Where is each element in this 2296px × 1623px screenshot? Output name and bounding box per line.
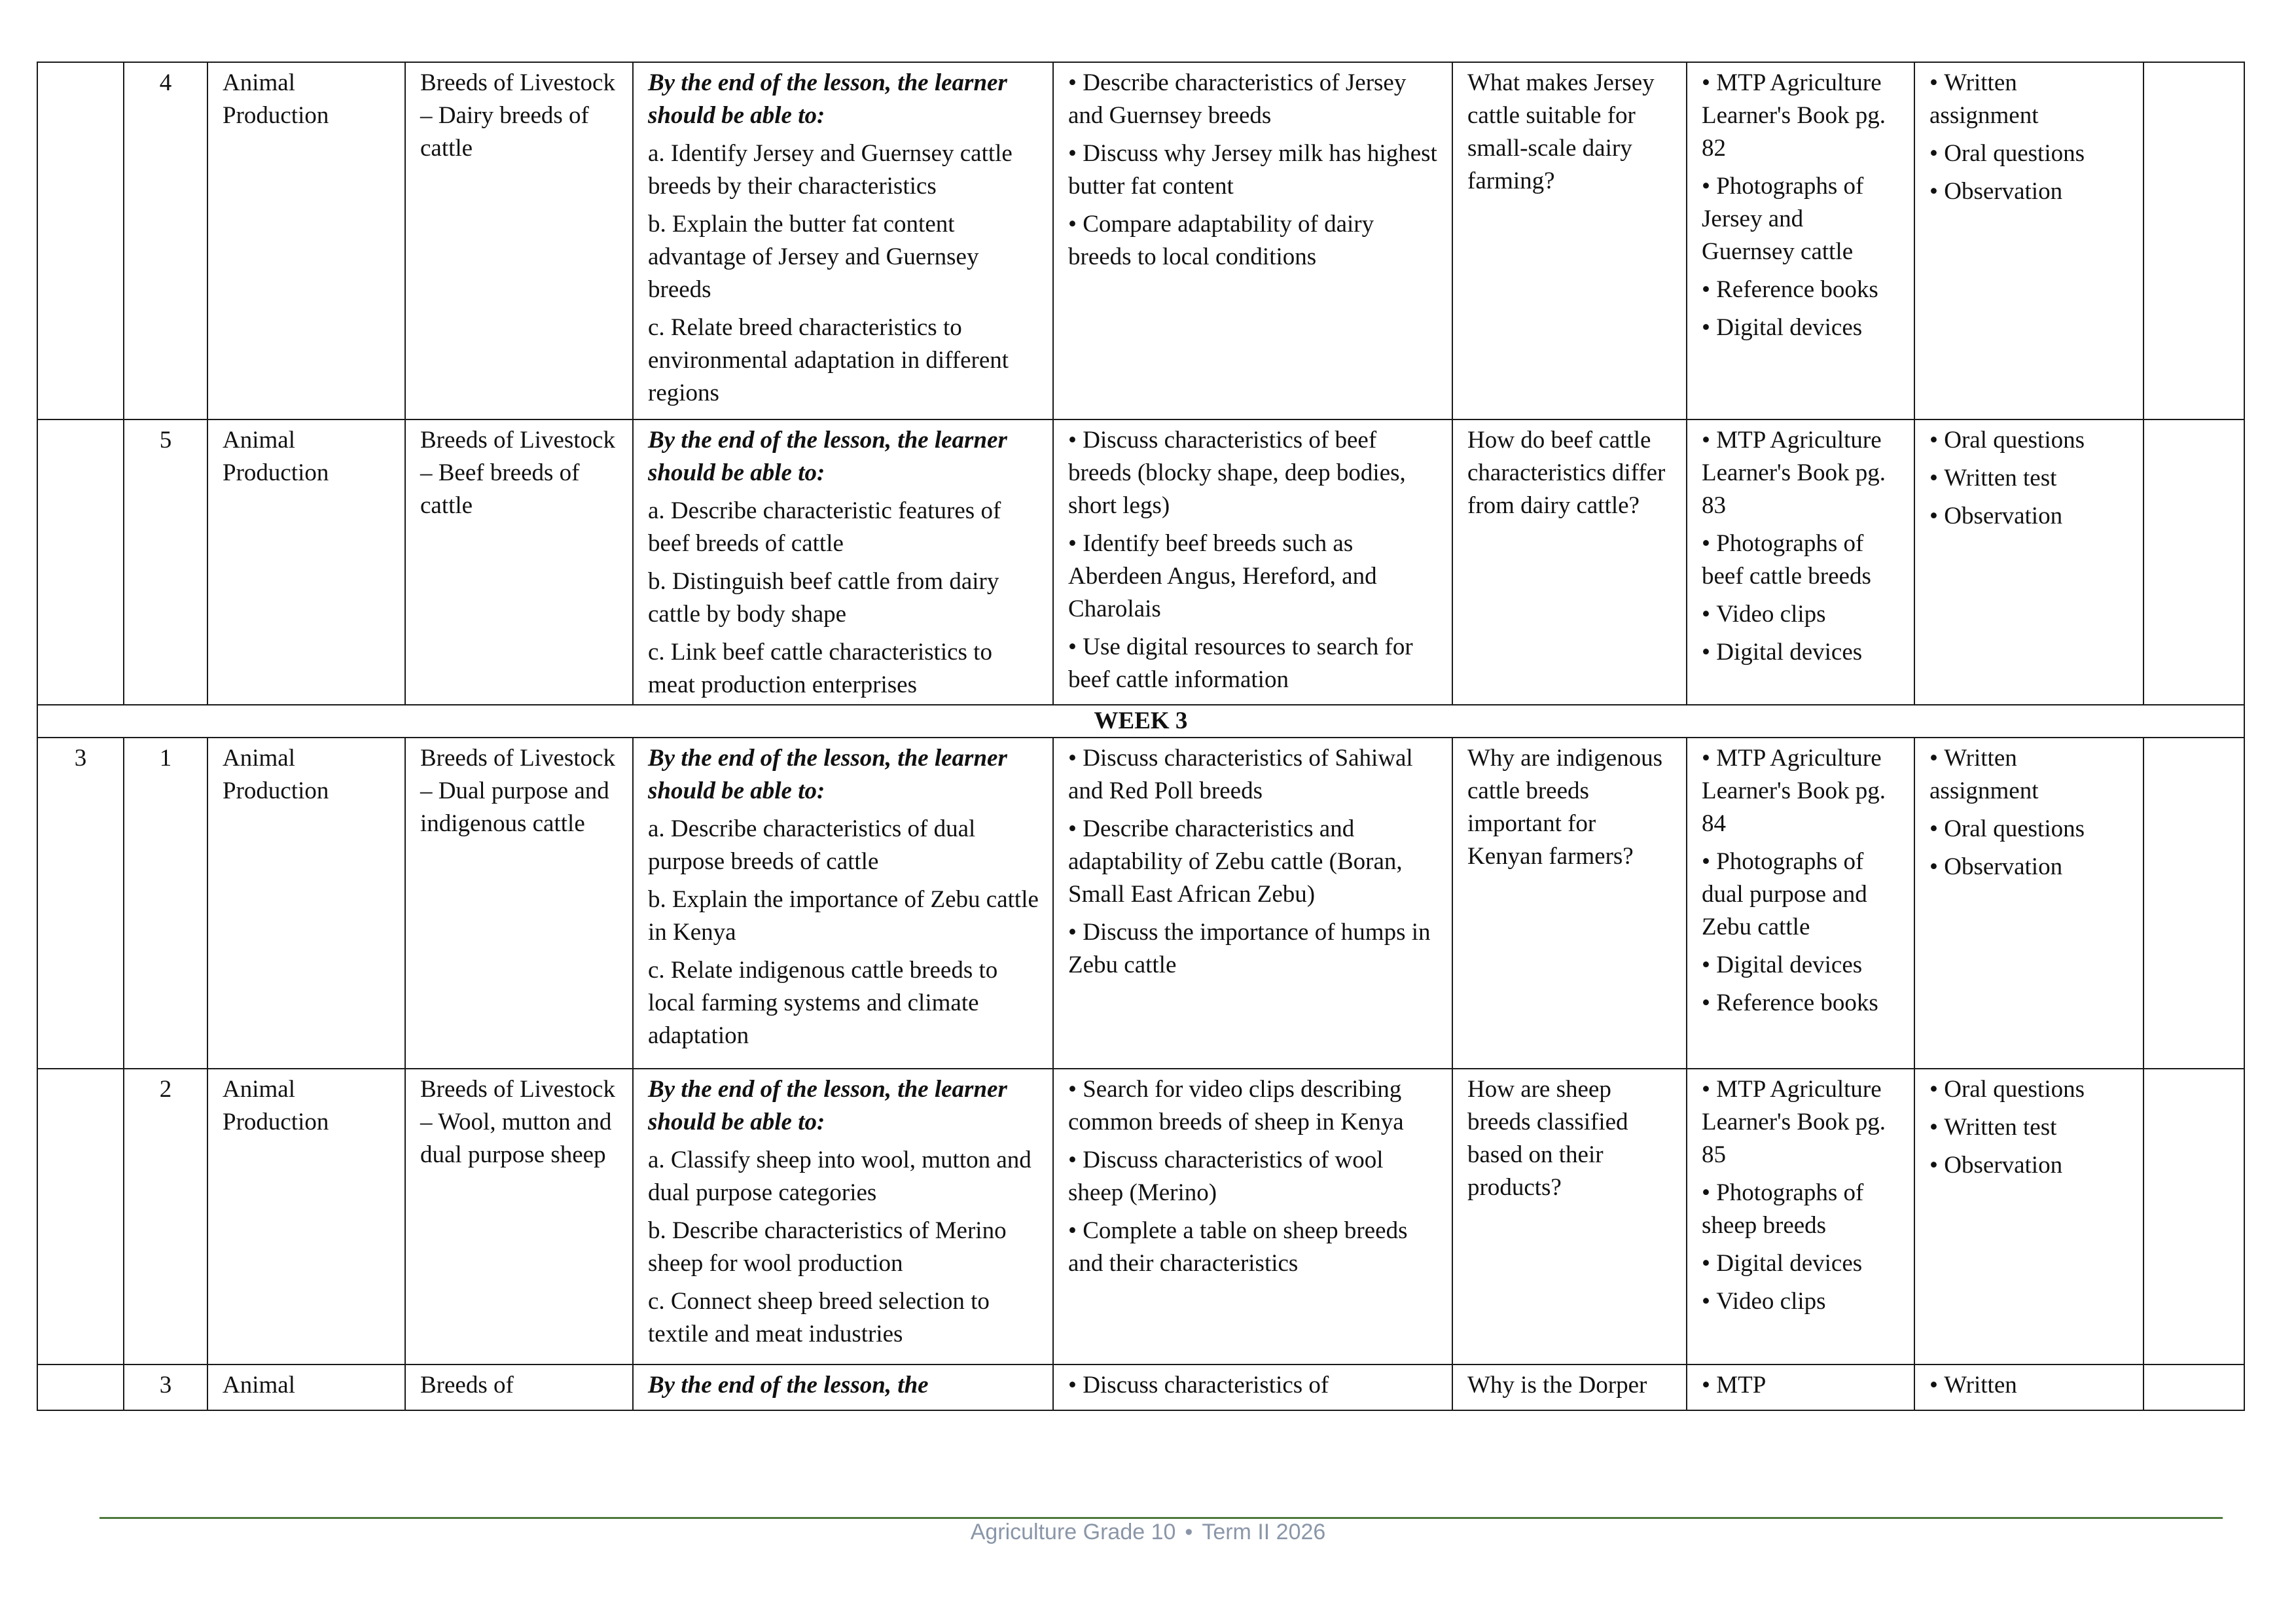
resource-item: • MTP Agriculture Learner's Book pg. 82: [1702, 67, 1901, 165]
objective-item: c. Relate breed characteristics to environmental adaptation in different regions: [648, 314, 1009, 406]
page-footer: [0, 1520, 2296, 1545]
resource-item: • MTP Agriculture Learner's Book pg. 85: [1702, 1073, 1901, 1171]
experience-item: • Complete a table on sheep breeds and their characteristics: [1068, 1215, 1439, 1280]
cell-week: [37, 1069, 124, 1364]
cell-learning-experiences: [1053, 1069, 1452, 1364]
assessment-item: • Observation: [1929, 175, 2130, 208]
resource-item: • Video clips: [1702, 1285, 1901, 1318]
cell-strand: [207, 419, 405, 705]
cell-remarks: [2144, 1364, 2244, 1410]
cell-key-inquiry: [1452, 1364, 1687, 1410]
assessment-item: • Observation: [1929, 500, 2130, 533]
footer-separator: •: [1185, 1520, 1193, 1544]
table-row: [37, 1069, 2244, 1364]
sub-strand-text: Breeds of: [420, 1372, 514, 1399]
objective-item: a. Classify sheep into wool, mutton and dual purpose categories: [648, 1147, 1031, 1206]
sub-strand-text: Breeds of Livestock – Dairy breeds of cattle: [420, 69, 615, 162]
cell-week: [37, 62, 124, 419]
cell-key-inquiry: [1452, 62, 1687, 419]
cell-resources: [1687, 738, 1914, 1069]
cell-lesson: [124, 1069, 207, 1364]
objectives-intro: By the end of the lesson, the learner should be able to:: [648, 745, 1007, 804]
cell-learning-experiences: [1053, 419, 1452, 705]
objectives-intro: By the end of the lesson, the: [648, 1372, 929, 1399]
cell-sub-strand: [405, 738, 633, 1069]
table-body: [37, 62, 2244, 1410]
cell-learning-experiences: [1053, 1364, 1452, 1410]
cell-assessment: [1914, 1364, 2144, 1410]
lesson-number: 5: [159, 427, 172, 454]
assessment-item: • Written test: [1929, 1111, 2130, 1144]
sub-strand-text: Breeds of Livestock – Dual purpose and indigenous cattle: [420, 745, 615, 837]
objective-item: b. Describe characteristics of Merino sheep for wool production: [648, 1217, 1007, 1277]
cell-assessment: [1914, 62, 2144, 419]
experience-item: • Discuss characteristics of: [1068, 1369, 1439, 1402]
objective-item: a. Describe characteristic features of beef breeds of cattle: [648, 497, 1001, 557]
strand-text: Animal Production: [223, 427, 329, 486]
sub-strand-text: Breeds of Livestock – Wool, mutton and dual purpose sheep: [420, 1076, 615, 1168]
objective-item: b. Explain the butter fat content advantage of Jersey and Guernsey breeds: [648, 211, 979, 303]
assessment-item: • Observation: [1929, 1149, 2130, 1182]
resource-item: • MTP: [1702, 1369, 1901, 1402]
cell-objectives: [633, 62, 1053, 419]
resource-item: • Video clips: [1702, 598, 1901, 631]
experience-item: • Discuss why Jersey milk has highest butter fat content: [1068, 137, 1439, 203]
cell-resources: [1687, 62, 1914, 419]
cell-strand: [207, 1069, 405, 1364]
assessment-item: • Written assignment: [1929, 67, 2130, 132]
objective-item: c. Link beef cattle characteristics to meat production enterprises: [648, 639, 992, 698]
resource-item: • Reference books: [1702, 987, 1901, 1020]
strand-text: Animal Production: [223, 69, 329, 129]
resource-item: • MTP Agriculture Learner's Book pg. 84: [1702, 742, 1901, 840]
cell-week: [37, 738, 124, 1069]
objective-item: b. Explain the importance of Zebu cattle in Kenya: [648, 886, 1039, 946]
resource-item: • Digital devices: [1702, 312, 1901, 344]
table-row: [37, 738, 2244, 1069]
resource-item: • Photographs of sheep breeds: [1702, 1177, 1901, 1242]
cell-assessment: [1914, 738, 2144, 1069]
experience-item: • Compare adaptability of dairy breeds to local conditions: [1068, 208, 1439, 274]
strand-text: Animal Production: [223, 745, 329, 804]
cell-objectives: [633, 1069, 1053, 1364]
week-number: 3: [74, 745, 87, 772]
table-row: [37, 62, 2244, 419]
objective-item: a. Describe characteristics of dual purpose breeds of cattle: [648, 815, 976, 875]
cell-lesson: [124, 1364, 207, 1410]
assessment-item: • Written assignment: [1929, 742, 2130, 808]
table-row: [37, 419, 2244, 705]
cell-week: [37, 1364, 124, 1410]
sub-strand-text: Breeds of Livestock – Beef breeds of cattle: [420, 427, 615, 519]
cell-key-inquiry: [1452, 738, 1687, 1069]
cell-resources: [1687, 1069, 1914, 1364]
inquiry-question: How are sheep breeds classified based on their products?: [1467, 1076, 1628, 1201]
cell-sub-strand: [405, 1364, 633, 1410]
cell-remarks: [2144, 419, 2244, 705]
cell-learning-experiences: [1053, 62, 1452, 419]
cell-lesson: [124, 62, 207, 419]
objectives-intro: By the end of the lesson, the learner should be able to:: [648, 1076, 1007, 1135]
cell-objectives: [633, 1364, 1053, 1410]
strand-text: Animal: [223, 1372, 295, 1399]
cell-resources: [1687, 419, 1914, 705]
cell-learning-experiences: [1053, 738, 1452, 1069]
experience-item: • Search for video clips describing common breeds of sheep in Kenya: [1068, 1073, 1439, 1139]
footer-divider: [99, 1517, 2223, 1519]
cell-strand: [207, 738, 405, 1069]
cell-strand: [207, 1364, 405, 1410]
assessment-item: • Oral questions: [1929, 1073, 2130, 1106]
assessment-item: • Written: [1929, 1369, 2130, 1402]
inquiry-question: What makes Jersey cattle suitable for small-scale dairy farming?: [1467, 69, 1655, 194]
inquiry-question: Why are indigenous cattle breeds important for Kenyan farmers?: [1467, 745, 1662, 870]
experience-item: • Use digital resources to search for beef cattle information: [1068, 631, 1439, 696]
objective-item: a. Identify Jersey and Guernsey cattle breeds by their characteristics: [648, 140, 1013, 200]
objective-item: b. Distinguish beef cattle from dairy cattle by body shape: [648, 568, 999, 628]
objectives-intro: By the end of the lesson, the learner should be able to:: [648, 69, 1007, 129]
experience-item: • Discuss the importance of humps in Zebu cattle: [1068, 916, 1439, 982]
scheme-of-work-table: [37, 62, 2245, 1411]
resource-item: • Photographs of Jersey and Guernsey cattle: [1702, 170, 1901, 268]
assessment-item: • Observation: [1929, 851, 2130, 883]
assessment-item: • Oral questions: [1929, 424, 2130, 457]
lesson-number: 2: [159, 1076, 172, 1103]
experience-item: • Discuss characteristics of wool sheep (Merino): [1068, 1144, 1439, 1209]
assessment-item: • Oral questions: [1929, 137, 2130, 170]
footer-term: Term II 2026: [1202, 1520, 1326, 1544]
cell-sub-strand: [405, 62, 633, 419]
objectives-intro: By the end of the lesson, the learner should be able to:: [648, 427, 1007, 486]
resource-item: • Digital devices: [1702, 1247, 1901, 1280]
lesson-number: 3: [159, 1372, 172, 1399]
table-row: [37, 1364, 2244, 1410]
cell-remarks: [2144, 738, 2244, 1069]
cell-objectives: [633, 419, 1053, 705]
resource-item: • Photographs of beef cattle breeds: [1702, 527, 1901, 593]
cell-assessment: [1914, 1069, 2144, 1364]
cell-objectives: [633, 738, 1053, 1069]
cell-remarks: [2144, 1069, 2244, 1364]
cell-key-inquiry: [1452, 1069, 1687, 1364]
week-banner-row: [37, 705, 2244, 738]
lesson-number: 4: [159, 69, 172, 96]
cell-assessment: [1914, 419, 2144, 705]
assessment-item: • Oral questions: [1929, 813, 2130, 846]
resource-item: • MTP Agriculture Learner's Book pg. 83: [1702, 424, 1901, 522]
resource-item: • Digital devices: [1702, 949, 1901, 982]
cell-key-inquiry: [1452, 419, 1687, 705]
cell-lesson: [124, 419, 207, 705]
cell-remarks: [2144, 62, 2244, 419]
objective-item: c. Connect sheep breed selection to textile and meat industries: [648, 1288, 990, 1347]
objective-item: c. Relate indigenous cattle breeds to local farming systems and climate adaptation: [648, 957, 998, 1049]
inquiry-question: How do beef cattle characteristics differ from dairy cattle?: [1467, 427, 1666, 519]
inquiry-question: Why is the Dorper: [1467, 1372, 1647, 1399]
resource-item: • Digital devices: [1702, 636, 1901, 669]
footer-subject: Agriculture Grade 10: [970, 1520, 1176, 1544]
cell-week: [37, 419, 124, 705]
resource-item: • Reference books: [1702, 274, 1901, 306]
experience-item: • Discuss characteristics of Sahiwal and Red Poll breeds: [1068, 742, 1439, 808]
strand-text: Animal Production: [223, 1076, 329, 1135]
cell-lesson: [124, 738, 207, 1069]
cell-resources: [1687, 1364, 1914, 1410]
resource-item: • Photographs of dual purpose and Zebu cattle: [1702, 846, 1901, 944]
cell-sub-strand: [405, 419, 633, 705]
experience-item: • Describe characteristics of Jersey and Guernsey breeds: [1068, 67, 1439, 132]
cell-strand: [207, 62, 405, 419]
experience-item: • Discuss characteristics of beef breeds (blocky shape, deep bodies, short legs): [1068, 424, 1439, 522]
experience-item: • Identify beef breeds such as Aberdeen Angus, Hereford, and Charolais: [1068, 527, 1439, 626]
week-banner: WEEK 3: [37, 705, 2244, 738]
assessment-item: • Written test: [1929, 462, 2130, 495]
experience-item: • Describe characteristics and adaptability of Zebu cattle (Boran, Small East African Zebu): [1068, 813, 1439, 911]
lesson-number: 1: [159, 745, 172, 772]
cell-sub-strand: [405, 1069, 633, 1364]
